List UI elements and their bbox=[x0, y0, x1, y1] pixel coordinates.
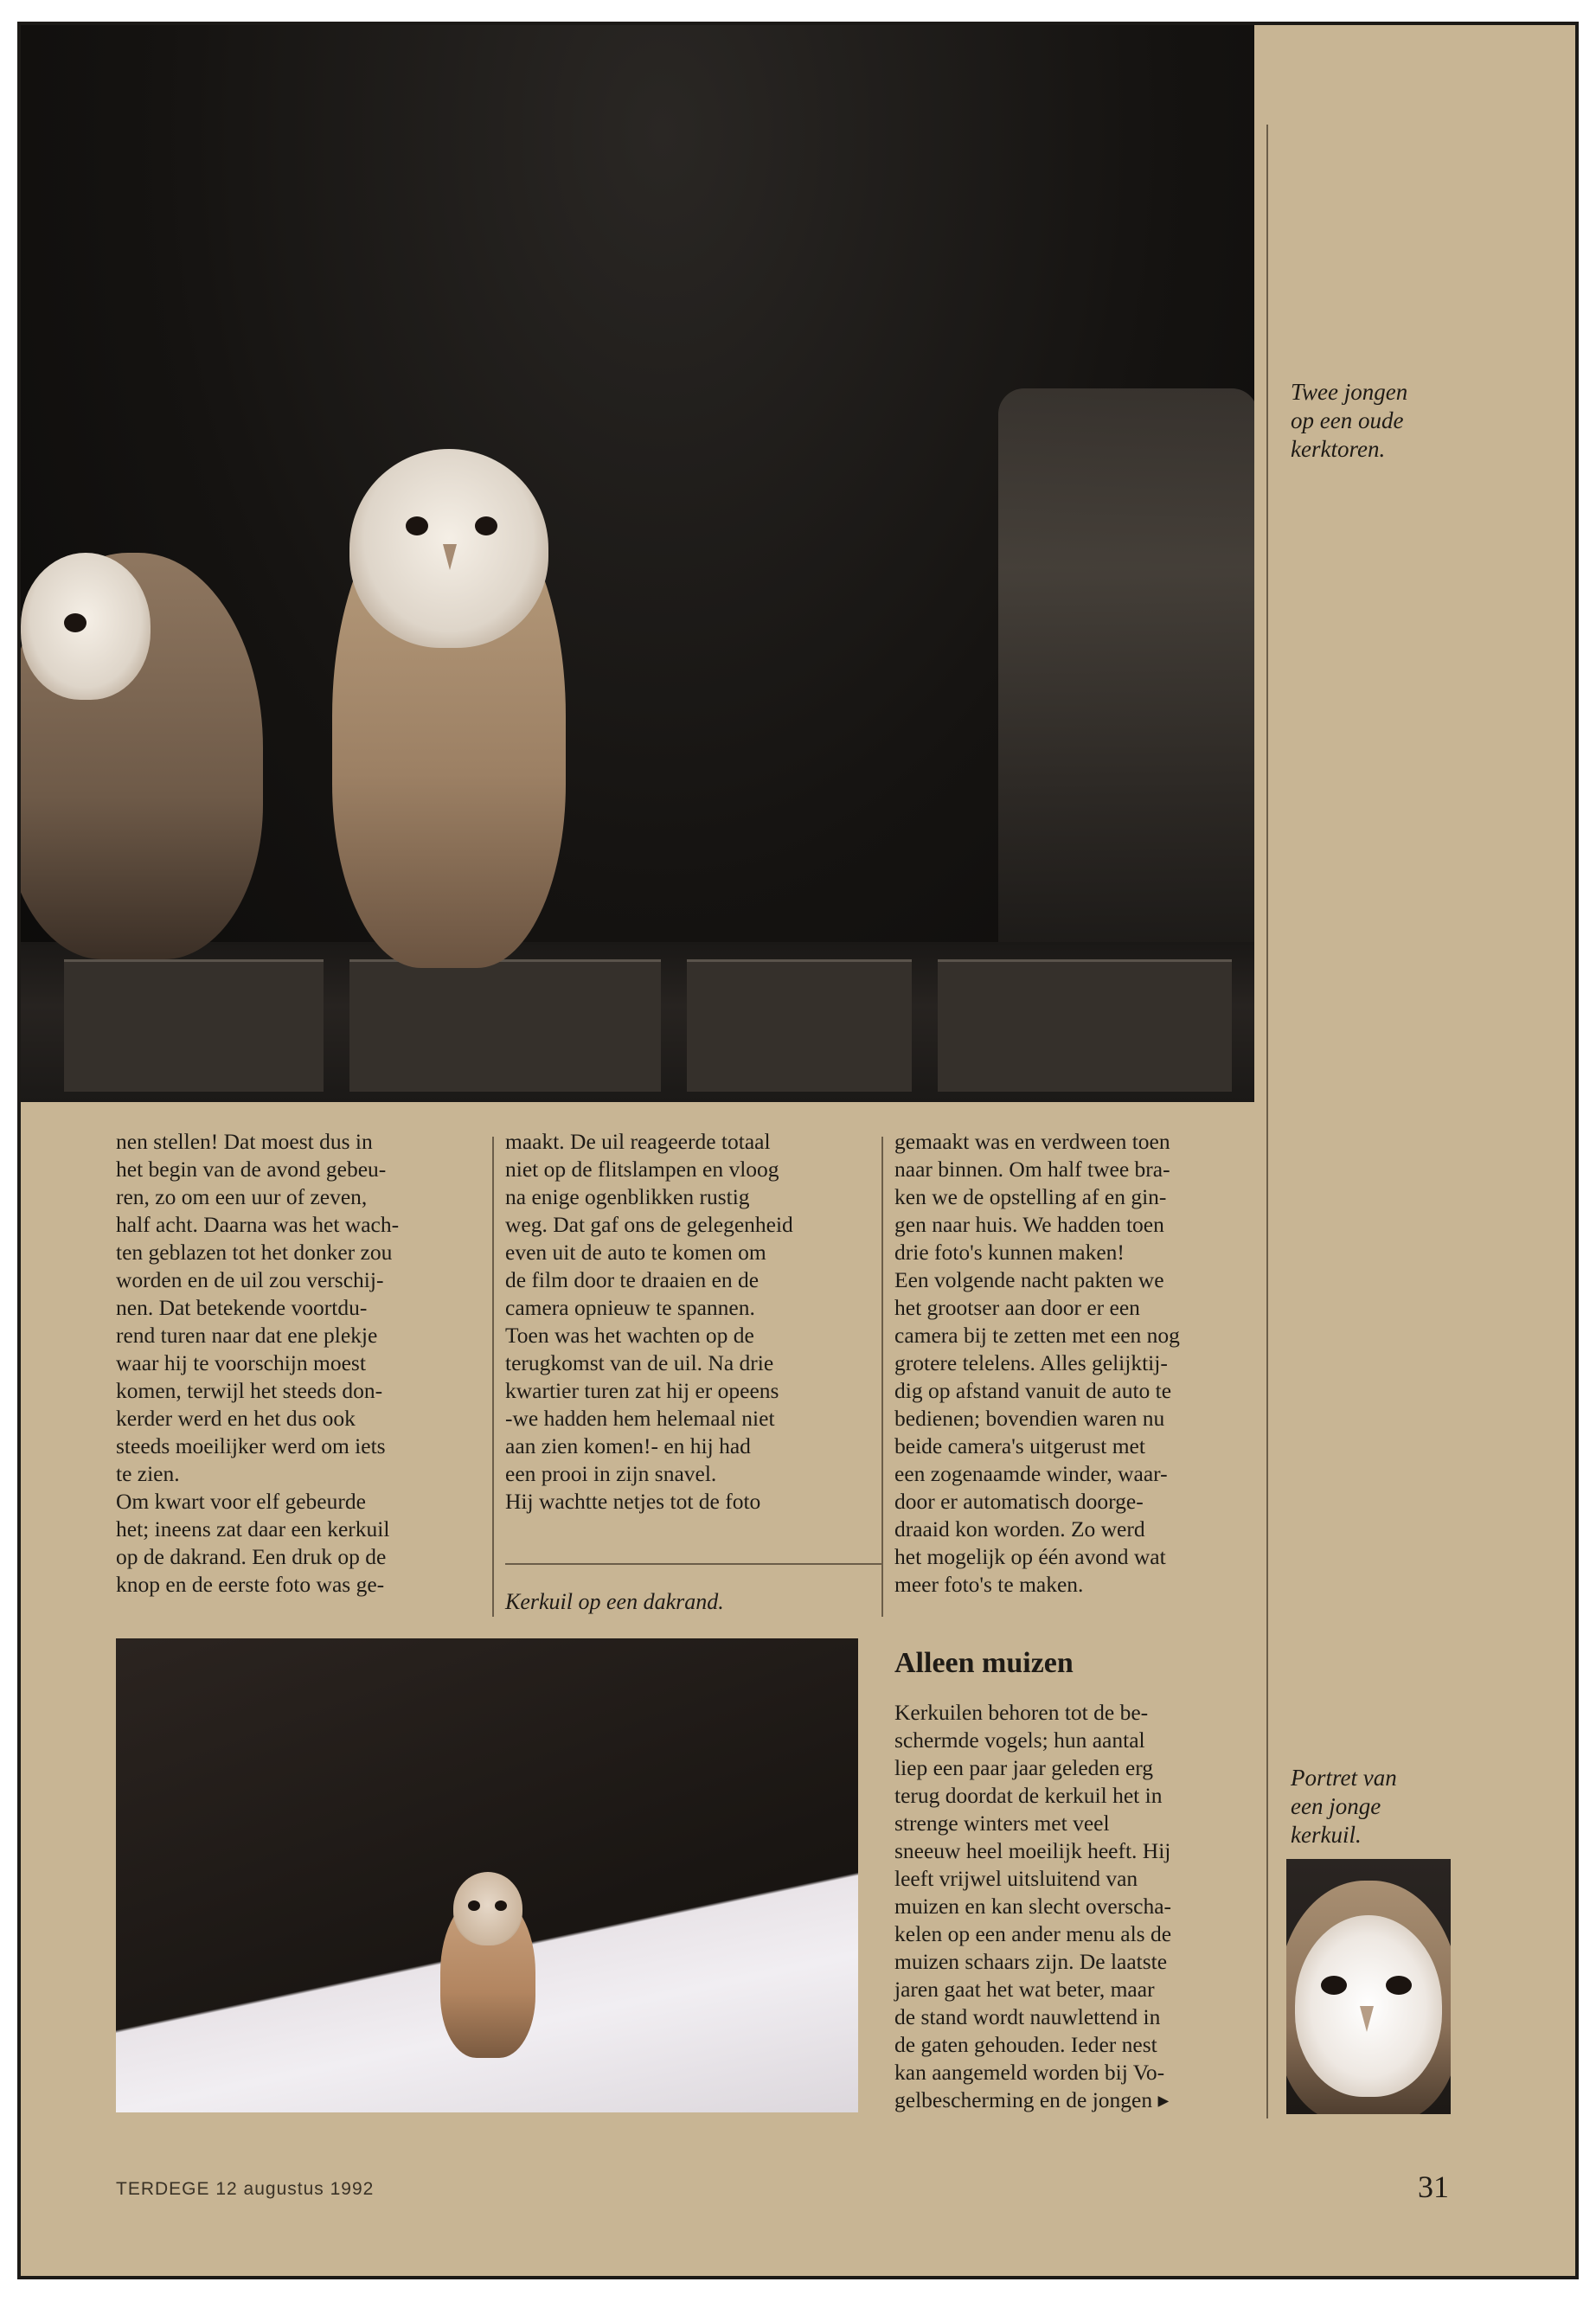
text-line: muizen schaars zijn. De laatste bbox=[894, 1949, 1168, 1974]
text-line: jaren gaat het wat beter, maar bbox=[894, 1977, 1155, 2002]
publication-footer: TERDEGE 12 augustus 1992 bbox=[116, 2179, 375, 2199]
owl-center bbox=[315, 432, 600, 968]
caption-line: kerktoren. bbox=[1291, 436, 1386, 462]
text-line: leeft vrijwel uitsluitend van bbox=[894, 1866, 1138, 1891]
text-line: Om kwart voor elf gebeurde bbox=[116, 1489, 366, 1514]
text-line: maakt. De uil reageerde totaal bbox=[505, 1129, 771, 1154]
text-line: muizen en kan slecht overscha- bbox=[894, 1894, 1172, 1919]
column-rule-2 bbox=[881, 1137, 883, 1617]
text-line: ten geblazen tot het donker zou bbox=[116, 1240, 393, 1265]
text-line: waar hij te voorschijn moest bbox=[116, 1350, 366, 1375]
caption-line: een jonge bbox=[1291, 1793, 1381, 1819]
text-line: sneeuw heel moeilijk heeft. Hij bbox=[894, 1838, 1171, 1863]
text-line: rend turen naar dat ene plekje bbox=[116, 1323, 378, 1348]
text-line: liep een paar jaar geleden erg bbox=[894, 1755, 1153, 1780]
text-line: strenge winters met veel bbox=[894, 1811, 1110, 1836]
caption-line: Twee jongen bbox=[1291, 379, 1408, 405]
text-line: Kerkuilen behoren tot de be- bbox=[894, 1700, 1149, 1725]
text-line: het grootser aan door er een bbox=[894, 1295, 1140, 1320]
text-line: niet op de flitslampen en vloog bbox=[505, 1157, 779, 1182]
text-line: -we hadden hem helemaal niet bbox=[505, 1406, 775, 1431]
text-line: Hij wachtte netjes tot de foto bbox=[505, 1489, 761, 1514]
text-line: gelbescherming en de jongen ▸ bbox=[894, 2087, 1170, 2112]
text-line: op de dakrand. Een druk op de bbox=[116, 1544, 387, 1569]
text-line: de gaten gehouden. Ieder nest bbox=[894, 2032, 1157, 2057]
page-number: 31 bbox=[1418, 2170, 1449, 2204]
caption-line: kerkuil. bbox=[1291, 1822, 1362, 1848]
section-heading: Alleen muizen bbox=[894, 1647, 1074, 1679]
text-line: een prooi in zijn snavel. bbox=[505, 1461, 717, 1486]
caption-rule bbox=[505, 1563, 881, 1565]
photo-owl-on-roof-edge bbox=[116, 1638, 858, 2112]
text-line: dig op afstand vanuit de auto te bbox=[894, 1378, 1172, 1403]
text-line: worden en de uil zou verschij- bbox=[116, 1267, 384, 1292]
text-line: aan zien komen!- en hij had bbox=[505, 1433, 751, 1458]
text-line: kerder werd en het dus ook bbox=[116, 1406, 356, 1431]
text-line: gen naar huis. We hadden toen bbox=[894, 1212, 1164, 1237]
photo-owl-portrait bbox=[1286, 1859, 1451, 2114]
brick bbox=[687, 959, 912, 1092]
text-line: drie foto's kunnen maken! bbox=[894, 1240, 1125, 1265]
caption-owl-on-roof-edge: Kerkuil op een dakrand. bbox=[505, 1589, 724, 1614]
column-rule-right bbox=[1266, 125, 1268, 2118]
text-line: even uit de auto te komen om bbox=[505, 1240, 766, 1265]
owl-portrait bbox=[1286, 1881, 1451, 2114]
text-line: bedienen; bovendien waren nu bbox=[894, 1406, 1165, 1431]
text-line: de stand wordt nauwlettend in bbox=[894, 2004, 1161, 2029]
article-column-1 bbox=[116, 1128, 488, 1599]
text-line: kan aangemeld worden bij Vo- bbox=[894, 2060, 1165, 2085]
text-line: grotere telelens. Alles gelijktij- bbox=[894, 1350, 1168, 1375]
owl-on-roof bbox=[436, 1868, 540, 2058]
text-line: beide camera's uitgerust met bbox=[894, 1433, 1145, 1458]
text-line: nen. Dat betekende voortdu- bbox=[116, 1295, 368, 1320]
text-line: door er automatisch doorge- bbox=[894, 1489, 1144, 1514]
brick bbox=[64, 959, 324, 1092]
text-line: het; ineens zat daar een kerkuil bbox=[116, 1516, 390, 1541]
text-line: na enige ogenblikken rustig bbox=[505, 1184, 750, 1209]
text-line: draaid kon worden. Zo werd bbox=[894, 1516, 1145, 1541]
text-line: gemaakt was en verdween toen bbox=[894, 1129, 1170, 1154]
brick bbox=[349, 959, 661, 1092]
text-line: te zien. bbox=[116, 1461, 180, 1486]
column-rule-1 bbox=[492, 1137, 494, 1617]
text-line: meer foto's te maken. bbox=[894, 1572, 1084, 1597]
caption-two-young bbox=[1291, 378, 1481, 464]
text-line: komen, terwijl het steeds don- bbox=[116, 1378, 383, 1403]
text-line: knop en de eerste foto was ge- bbox=[116, 1572, 385, 1597]
text-line: nen stellen! Dat moest dus in bbox=[116, 1129, 373, 1154]
text-line: schermde vogels; hun aantal bbox=[894, 1727, 1145, 1753]
stone-wall bbox=[998, 388, 1254, 985]
text-line: camera opnieuw te spannen. bbox=[505, 1295, 755, 1320]
owl-left bbox=[21, 518, 272, 951]
text-line: kelen op een ander menu als de bbox=[894, 1921, 1172, 1946]
text-line: de film door te draaien en de bbox=[505, 1267, 760, 1292]
text-line: terug doordat de kerkuil het in bbox=[894, 1783, 1163, 1808]
text-line: het mogelijk op één avond wat bbox=[894, 1544, 1166, 1569]
text-line: terugkomst van de uil. Na drie bbox=[505, 1350, 774, 1375]
article-column-4 bbox=[894, 1699, 1258, 2114]
caption-line: Portret van bbox=[1291, 1765, 1397, 1791]
text-line: camera bij te zetten met een nog bbox=[894, 1323, 1180, 1348]
text-line: Toen was het wachten op de bbox=[505, 1323, 754, 1348]
article-column-3 bbox=[894, 1128, 1266, 1599]
text-line: het begin van de avond gebeu- bbox=[116, 1157, 387, 1182]
photo-two-young-owls bbox=[21, 25, 1254, 1102]
text-line: weg. Dat gaf ons de gelegenheid bbox=[505, 1212, 793, 1237]
text-line: half acht. Daarna was het wach- bbox=[116, 1212, 400, 1237]
caption-line: op een oude bbox=[1291, 407, 1404, 433]
text-line: Een volgende nacht pakten we bbox=[894, 1267, 1164, 1292]
article-column-2 bbox=[505, 1128, 877, 1516]
text-line: naar binnen. Om half twee bra- bbox=[894, 1157, 1170, 1182]
brick bbox=[938, 959, 1232, 1092]
text-line: ken we de opstelling af en gin- bbox=[894, 1184, 1167, 1209]
text-line: kwartier turen zat hij er opeens bbox=[505, 1378, 779, 1403]
text-line: steeds moeilijker werd om iets bbox=[116, 1433, 386, 1458]
text-line: ren, zo om een uur of zeven, bbox=[116, 1184, 368, 1209]
magazine-page bbox=[17, 22, 1579, 2279]
caption-portrait bbox=[1291, 1764, 1481, 1849]
text-line: een zogenaamde winder, waar- bbox=[894, 1461, 1168, 1486]
